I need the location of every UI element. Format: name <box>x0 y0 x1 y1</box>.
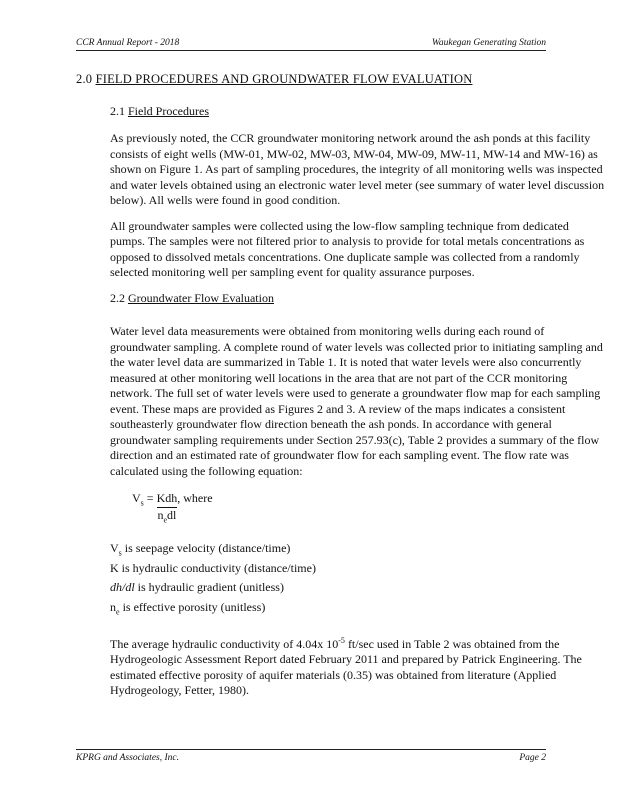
paragraph-water-levels: Water level data measurements were obtained from monitoring wells during each round of groundwater sampling. A complete round of water levels was collected prior to initiating sampling and the water level data are summarized in Table 1. It is noted that water levels were also concurrently measured at other monitoring well locations in the area that are not part of the CCR monitoring network. The full set of water levels were used to generate a groundwater flow map for each sampling event. These maps are provided as Figures 2 and 3. A review of the maps indicates a consistent southeasterly groundwater flow direction beneath the ash ponds. In accordance with general groundwater sampling requirements under Section 257.93(c), Table 2 provides a summary of the flow direction and an estimated rate of groundwater flow for each sampling event. The flow rate was calculated using the following equation: <box>110 324 603 478</box>
paragraph-sampling-technique: All groundwater samples were collected using the low-flow sampling technique from dedicated pumps. The samples were not filtered prior to analysis to provide for total metals concentrations as opposed to dissolved metals concentrations. One duplicate sample was collected from a randomly selected monitoring well per sampling event for quality assurance purposes. <box>110 218 585 279</box>
equation-numerator: Kdh <box>157 491 178 508</box>
subsection-title: Groundwater Flow Evaluation <box>128 290 274 305</box>
equation-tail: , where <box>177 491 213 505</box>
definition-row: dh/dl is hydraulic gradient (unitless) <box>110 580 284 595</box>
page-footer <box>76 749 546 763</box>
subsection-heading-groundwater-flow <box>110 291 606 307</box>
subsection-number: 2.2 <box>110 290 125 305</box>
seepage-velocity-equation <box>132 491 606 527</box>
page-header <box>76 38 546 51</box>
equation-fraction <box>157 491 178 527</box>
subsection-heading-field-procedures <box>110 104 606 120</box>
paragraph-hydraulic-conductivity: The average hydraulic conductivity of 4.04x $10^{-5}$ ft/sec used in Table 2 was obtained from the Hydrogeologic Assessment Report dated February 2011 and prepared by Patrick Engineering. The estimated effective porosity of aquifer materials (0.35) was obtained from literature (Applied Hydrogeology, Fetter, 1980). <box>110 635 582 698</box>
subsection-number: 2.1 <box>110 103 125 118</box>
footer-company: KPRG and Associates, Inc. <box>76 753 179 763</box>
equation-lhs-subscript: s <box>140 498 144 508</box>
subsection-title: Field Procedures <box>128 103 209 118</box>
footer-page-number: Page 2 <box>519 753 546 763</box>
page-content <box>76 72 606 709</box>
definition-row: $V_s$ is seepage velocity (distance/time) <box>110 541 291 558</box>
equation-definitions <box>110 541 606 619</box>
definition-row: K is hydraulic conductivity (distance/time) <box>110 560 316 575</box>
section-heading <box>76 72 606 88</box>
section-title: FIELD PROCEDURES AND GROUNDWATER FLOW EVALUATION <box>95 72 473 86</box>
definition-row: $n_e$ is effective porosity (unitless) <box>110 599 266 616</box>
equation-denominator: $n_edl$ <box>157 507 177 524</box>
section-number: 2.0 <box>76 72 93 86</box>
header-station-name: Waukegan Generating Station <box>431 38 546 48</box>
equation-equals: = <box>143 491 157 505</box>
equation-lhs: V <box>132 491 141 505</box>
header-report-title: CCR Annual Report - 2018 <box>76 38 180 48</box>
paragraph-monitoring-network: As previously noted, the CCR groundwater monitoring network around the ash ponds at this facility consists of eight wells (MW-01, MW-02, MW-03, MW-04, MW-09, MW-11, MW-14 and MW-16) as shown on Figure 1. As part of sampling procedures, the integrity of all monitoring wells was inspected and water levels obtained using an electronic water level meter (see summary of water level discussion below). All wells were found in good condition. <box>110 131 605 207</box>
